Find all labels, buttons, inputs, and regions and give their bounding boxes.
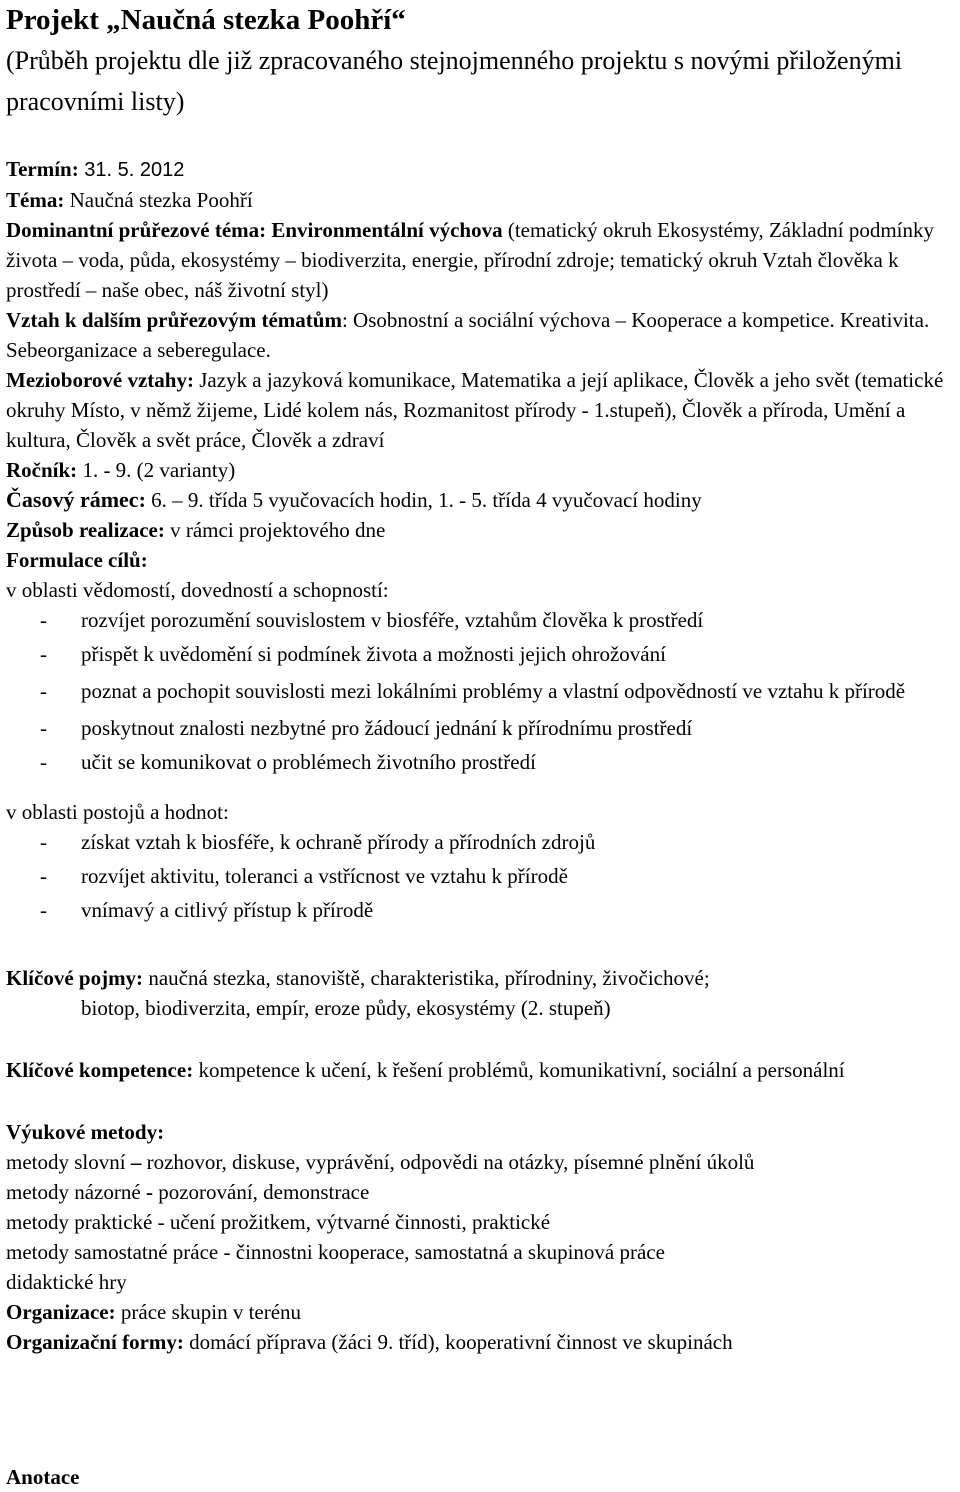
key-competences-paragraph xyxy=(6,1055,946,1085)
method-name: metody slovní xyxy=(6,1150,131,1174)
interdisciplinary-label: Mezioborové vztahy: xyxy=(6,368,194,392)
topic-label: Téma: xyxy=(6,188,65,212)
key-terms-value: naučná stezka, stanoviště, charakteristika, přírodniny, živočichové; xyxy=(143,966,710,990)
method-description: rozhovor, diskuse, vyprávění, odpovědi na otázky, písemné plnění úkolů xyxy=(141,1150,755,1174)
grade-line xyxy=(6,455,946,485)
dash-marker: - xyxy=(40,716,47,740)
dominant-theme-paragraph xyxy=(6,215,946,305)
list-item-text: poskytnout znalosti nezbytné pro žádoucí jednání k přírodnímu prostředí xyxy=(81,716,693,740)
list-item-text: učit se komunikovat o problémech životního prostředí xyxy=(81,750,536,774)
method-line xyxy=(6,1267,946,1297)
topic-line xyxy=(6,185,946,215)
implementation-line xyxy=(6,515,946,545)
method-line xyxy=(6,1237,946,1267)
term-label: Termín: xyxy=(6,157,79,181)
method-description: pozorování, demonstrace xyxy=(152,1180,370,1204)
list-item-text: rozvíjet aktivitu, toleranci a vstřícnost ve vztahu k přírodě xyxy=(81,864,568,888)
grade-label: Ročník: xyxy=(6,458,78,482)
organization-label: Organizace: xyxy=(6,1300,116,1324)
page-subtitle: (Průběh projektu dle již zpracovaného stejnojmenného projektu s novými přiloženými pracovními listy) xyxy=(6,46,903,116)
cross-themes-value: : Osobnostní a sociální výchova – Kooperace a kompetice. Kreativita. Sebeorganizace a seberegulace. xyxy=(6,308,930,362)
interdisciplinary-paragraph xyxy=(6,365,946,455)
time-frame-label: Časový rámec: xyxy=(6,487,146,512)
list-item xyxy=(6,827,946,857)
dash-marker: - xyxy=(40,642,47,666)
implementation-value: v rámci projektového dne xyxy=(164,518,386,542)
term-line xyxy=(6,154,946,185)
dominant-theme-label: Dominantní průřezové téma: Environmentální výchova xyxy=(6,218,503,242)
list-item xyxy=(6,639,946,669)
goals-group1-label: v oblasti vědomostí, dovedností a schopností: xyxy=(6,578,389,602)
dash-marker: - xyxy=(40,864,47,888)
method-name: metody názorné xyxy=(6,1180,146,1204)
implementation-label: Způsob realizace: xyxy=(6,518,165,542)
organization-line xyxy=(6,1297,946,1327)
organization-forms-line xyxy=(6,1327,946,1357)
key-terms-line xyxy=(6,963,946,993)
time-frame-value: 6. – 9. třída 5 vyučovacích hodin, 1. - 5. třída 4 vyučovací hodiny xyxy=(145,488,702,512)
organization-forms-label: Organizační formy: xyxy=(6,1330,184,1354)
dash-marker: - xyxy=(40,898,47,922)
dash-marker: - xyxy=(40,830,47,854)
interdisciplinary-value: Jazyk a jazyková komunikace, Matematika a její aplikace, Člověk a jeho svět (tematické okruhy Místo, v němž žijeme, Lidé kolem nás, Rozmanitost přírody - 1.stupeň), Člověk a příroda, Umění a kultura, Člověk a svět práce, Člověk a zdraví xyxy=(6,368,944,452)
dash-marker: - xyxy=(40,750,47,774)
list-item xyxy=(6,713,946,743)
goals-heading xyxy=(6,545,946,575)
annotation-heading xyxy=(6,1462,79,1492)
method-name: metody samostatné práce - činnostni kooperace, samostatná a skupinová práce xyxy=(6,1240,665,1264)
list-item-text: poznat a pochopit souvislosti mezi lokálními problémy a vlastní odpovědností ve vztahu k přírodě xyxy=(81,679,906,703)
page-title: Projekt „Naučná stezka Poohří“ xyxy=(6,4,406,36)
term-value: 31. 5. 2012 xyxy=(78,159,185,181)
method-line xyxy=(6,1207,946,1237)
method-line xyxy=(6,1147,946,1177)
list-item-text: získat vztah k biosféře, k ochraně přírody a přírodních zdrojů xyxy=(81,830,596,854)
list-item xyxy=(6,861,946,891)
method-line xyxy=(6,1177,946,1207)
list-item xyxy=(6,747,946,777)
list-item xyxy=(6,673,946,709)
list-item-text: vnímavý a citlivý přístup k přírodě xyxy=(81,898,374,922)
cross-themes-label: Vztah k dalším průřezovým tématům xyxy=(6,308,342,332)
method-name: metody praktické - učení prožitkem, výtvarné činnosti, praktické xyxy=(6,1210,551,1234)
time-frame-line xyxy=(6,485,946,515)
method-name: didaktické hry xyxy=(6,1270,127,1294)
organization-value: práce skupin v terénu xyxy=(115,1300,302,1324)
topic-value: Naučná stezka Poohří xyxy=(64,188,253,212)
key-terms-value-continued: biotop, biodiverzita, empír, eroze půdy, ekosystémy (2. stupeň) xyxy=(81,996,611,1020)
key-competences-label: Klíčové kompetence: xyxy=(6,1058,194,1082)
list-item-text: rozvíjet porozumění souvislostem v biosféře, vztahům člověka k prostředí xyxy=(81,608,704,632)
dominant-theme-value: (tematický okruh Ekosystémy, Základní podmínky života – voda, půda, ekosystémy – biodiverzita, energie, přírodní zdroje; tematický okruh Vztah člověka k prostředí – naše obec, náš životní styl) xyxy=(6,218,935,302)
organization-forms-value: domácí příprava (žáci 9. tříd), kooperativní činnost ve skupinách xyxy=(183,1330,733,1354)
teaching-methods-label: Výukové metody: xyxy=(6,1120,165,1144)
method-separator: – xyxy=(130,1150,142,1174)
goals-group2-label: v oblasti postojů a hodnot: xyxy=(6,800,229,824)
dash-marker: - xyxy=(40,679,47,703)
list-item xyxy=(6,895,946,925)
list-item xyxy=(6,605,946,635)
method-separator: - xyxy=(145,1180,153,1204)
grade-value: 1. - 9. (2 varianty) xyxy=(77,458,236,482)
key-terms-label: Klíčové pojmy: xyxy=(6,966,144,990)
goals-label: Formulace cílů: xyxy=(6,548,148,572)
annotation-label: Anotace xyxy=(6,1465,80,1489)
list-item-text: přispět k uvědomění si podmínek života a možnosti jejich ohrožování xyxy=(81,642,666,666)
document-page xyxy=(6,0,946,1489)
goals-group1-list xyxy=(6,605,946,777)
dash-marker: - xyxy=(40,608,47,632)
cross-themes-paragraph xyxy=(6,305,946,365)
goals-group2-list xyxy=(6,827,946,925)
key-competences-value: kompetence k učení, k řešení problémů, komunikativní, sociální a personální xyxy=(193,1058,845,1082)
teaching-methods-heading xyxy=(6,1117,946,1147)
